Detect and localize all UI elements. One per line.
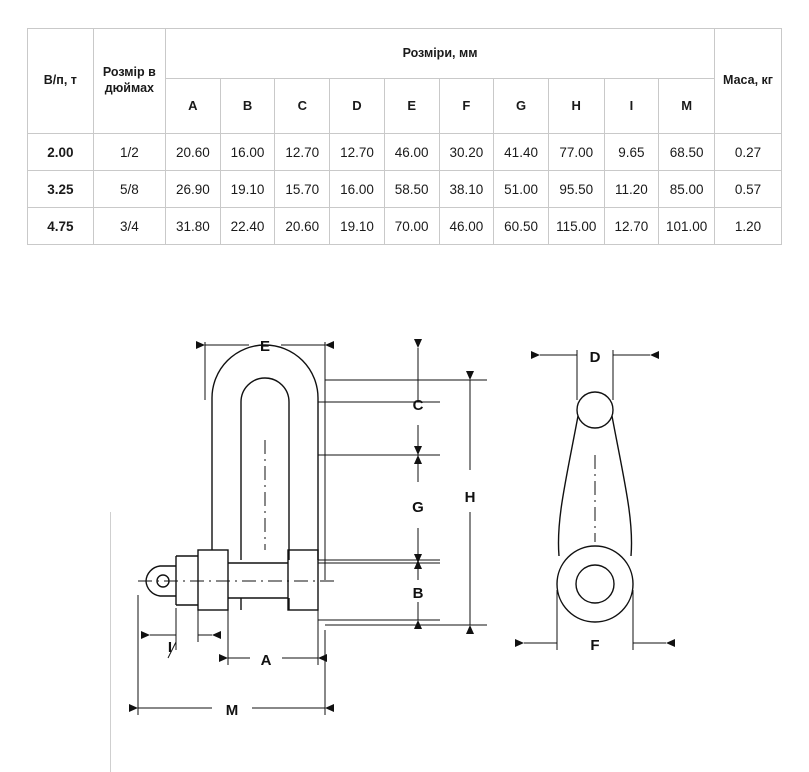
cell-size-inch: 5/8 <box>93 171 165 208</box>
label-F: F <box>590 637 600 654</box>
cell-size-inch: 1/2 <box>93 134 165 171</box>
table-row <box>28 208 782 245</box>
label-I: I <box>167 639 173 656</box>
cell-dim-g: 41.40 <box>494 134 549 171</box>
header-load-capacity: В/п, т <box>28 29 94 134</box>
cell-dim-f: 46.00 <box>439 208 494 245</box>
cell-dim-a: 20.60 <box>166 134 221 171</box>
cell-dim-m: 85.00 <box>659 171 715 208</box>
header-dim-g: G <box>494 79 549 134</box>
label-G: G <box>412 499 424 516</box>
cell-dim-g: 51.00 <box>494 171 549 208</box>
cell-dim-h: 115.00 <box>548 208 604 245</box>
cell-dim-h: 77.00 <box>548 134 604 171</box>
label-C: C <box>412 397 424 414</box>
header-dim-c: C <box>275 79 330 134</box>
cell-size-inch: 3/4 <box>93 208 165 245</box>
cell-dim-b: 19.10 <box>220 171 275 208</box>
label-D: D <box>589 349 601 366</box>
cell-mass: 1.20 <box>715 208 782 245</box>
cell-dim-h: 95.50 <box>548 171 604 208</box>
cell-dim-c: 12.70 <box>275 134 330 171</box>
cell-dim-c: 15.70 <box>275 171 330 208</box>
cell-load: 3.25 <box>28 171 94 208</box>
header-dimensions-group: Розміри, мм <box>166 29 715 79</box>
specification-table <box>27 28 782 245</box>
cell-dim-e: 70.00 <box>384 208 439 245</box>
table-head <box>28 29 782 134</box>
table-row <box>28 134 782 171</box>
cell-dim-f: 30.20 <box>439 134 494 171</box>
cell-dim-i: 12.70 <box>604 208 659 245</box>
cell-dim-e: 58.50 <box>384 171 439 208</box>
cell-dim-a: 26.90 <box>166 171 221 208</box>
label-E: E <box>259 338 271 355</box>
cell-dim-e: 46.00 <box>384 134 439 171</box>
cell-dim-b: 16.00 <box>220 134 275 171</box>
cell-dim-d: 19.10 <box>330 208 385 245</box>
table-row <box>28 171 782 208</box>
header-dim-e: E <box>384 79 439 134</box>
header-mass: Маса, кг <box>715 29 782 134</box>
header-dim-m: M <box>659 79 715 134</box>
cell-dim-m: 101.00 <box>659 208 715 245</box>
shackle-technical-drawing <box>0 250 809 772</box>
cell-load: 2.00 <box>28 134 94 171</box>
header-dim-i: I <box>604 79 659 134</box>
cell-dim-f: 38.10 <box>439 171 494 208</box>
cell-dim-b: 22.40 <box>220 208 275 245</box>
cell-dim-i: 9.65 <box>604 134 659 171</box>
cell-mass: 0.57 <box>715 171 782 208</box>
cell-dim-a: 31.80 <box>166 208 221 245</box>
specification-table-container <box>27 28 782 245</box>
table-header-row-main <box>28 29 782 79</box>
header-dim-d: D <box>330 79 385 134</box>
header-dim-b: B <box>220 79 275 134</box>
cell-dim-c: 20.60 <box>275 208 330 245</box>
header-dim-a: A <box>166 79 221 134</box>
cell-load: 4.75 <box>28 208 94 245</box>
label-M: M <box>225 702 239 719</box>
label-A: A <box>260 652 272 669</box>
header-size-inches: Розмір в дюймах <box>93 29 165 134</box>
label-H: H <box>464 489 476 506</box>
cell-dim-d: 12.70 <box>330 134 385 171</box>
cell-dim-m: 68.50 <box>659 134 715 171</box>
header-dim-f: F <box>439 79 494 134</box>
cell-dim-d: 16.00 <box>330 171 385 208</box>
table-body <box>28 134 782 245</box>
cell-dim-i: 11.20 <box>604 171 659 208</box>
cell-dim-g: 60.50 <box>494 208 549 245</box>
label-B: B <box>412 585 424 602</box>
cell-mass: 0.27 <box>715 134 782 171</box>
header-dim-h: H <box>548 79 604 134</box>
